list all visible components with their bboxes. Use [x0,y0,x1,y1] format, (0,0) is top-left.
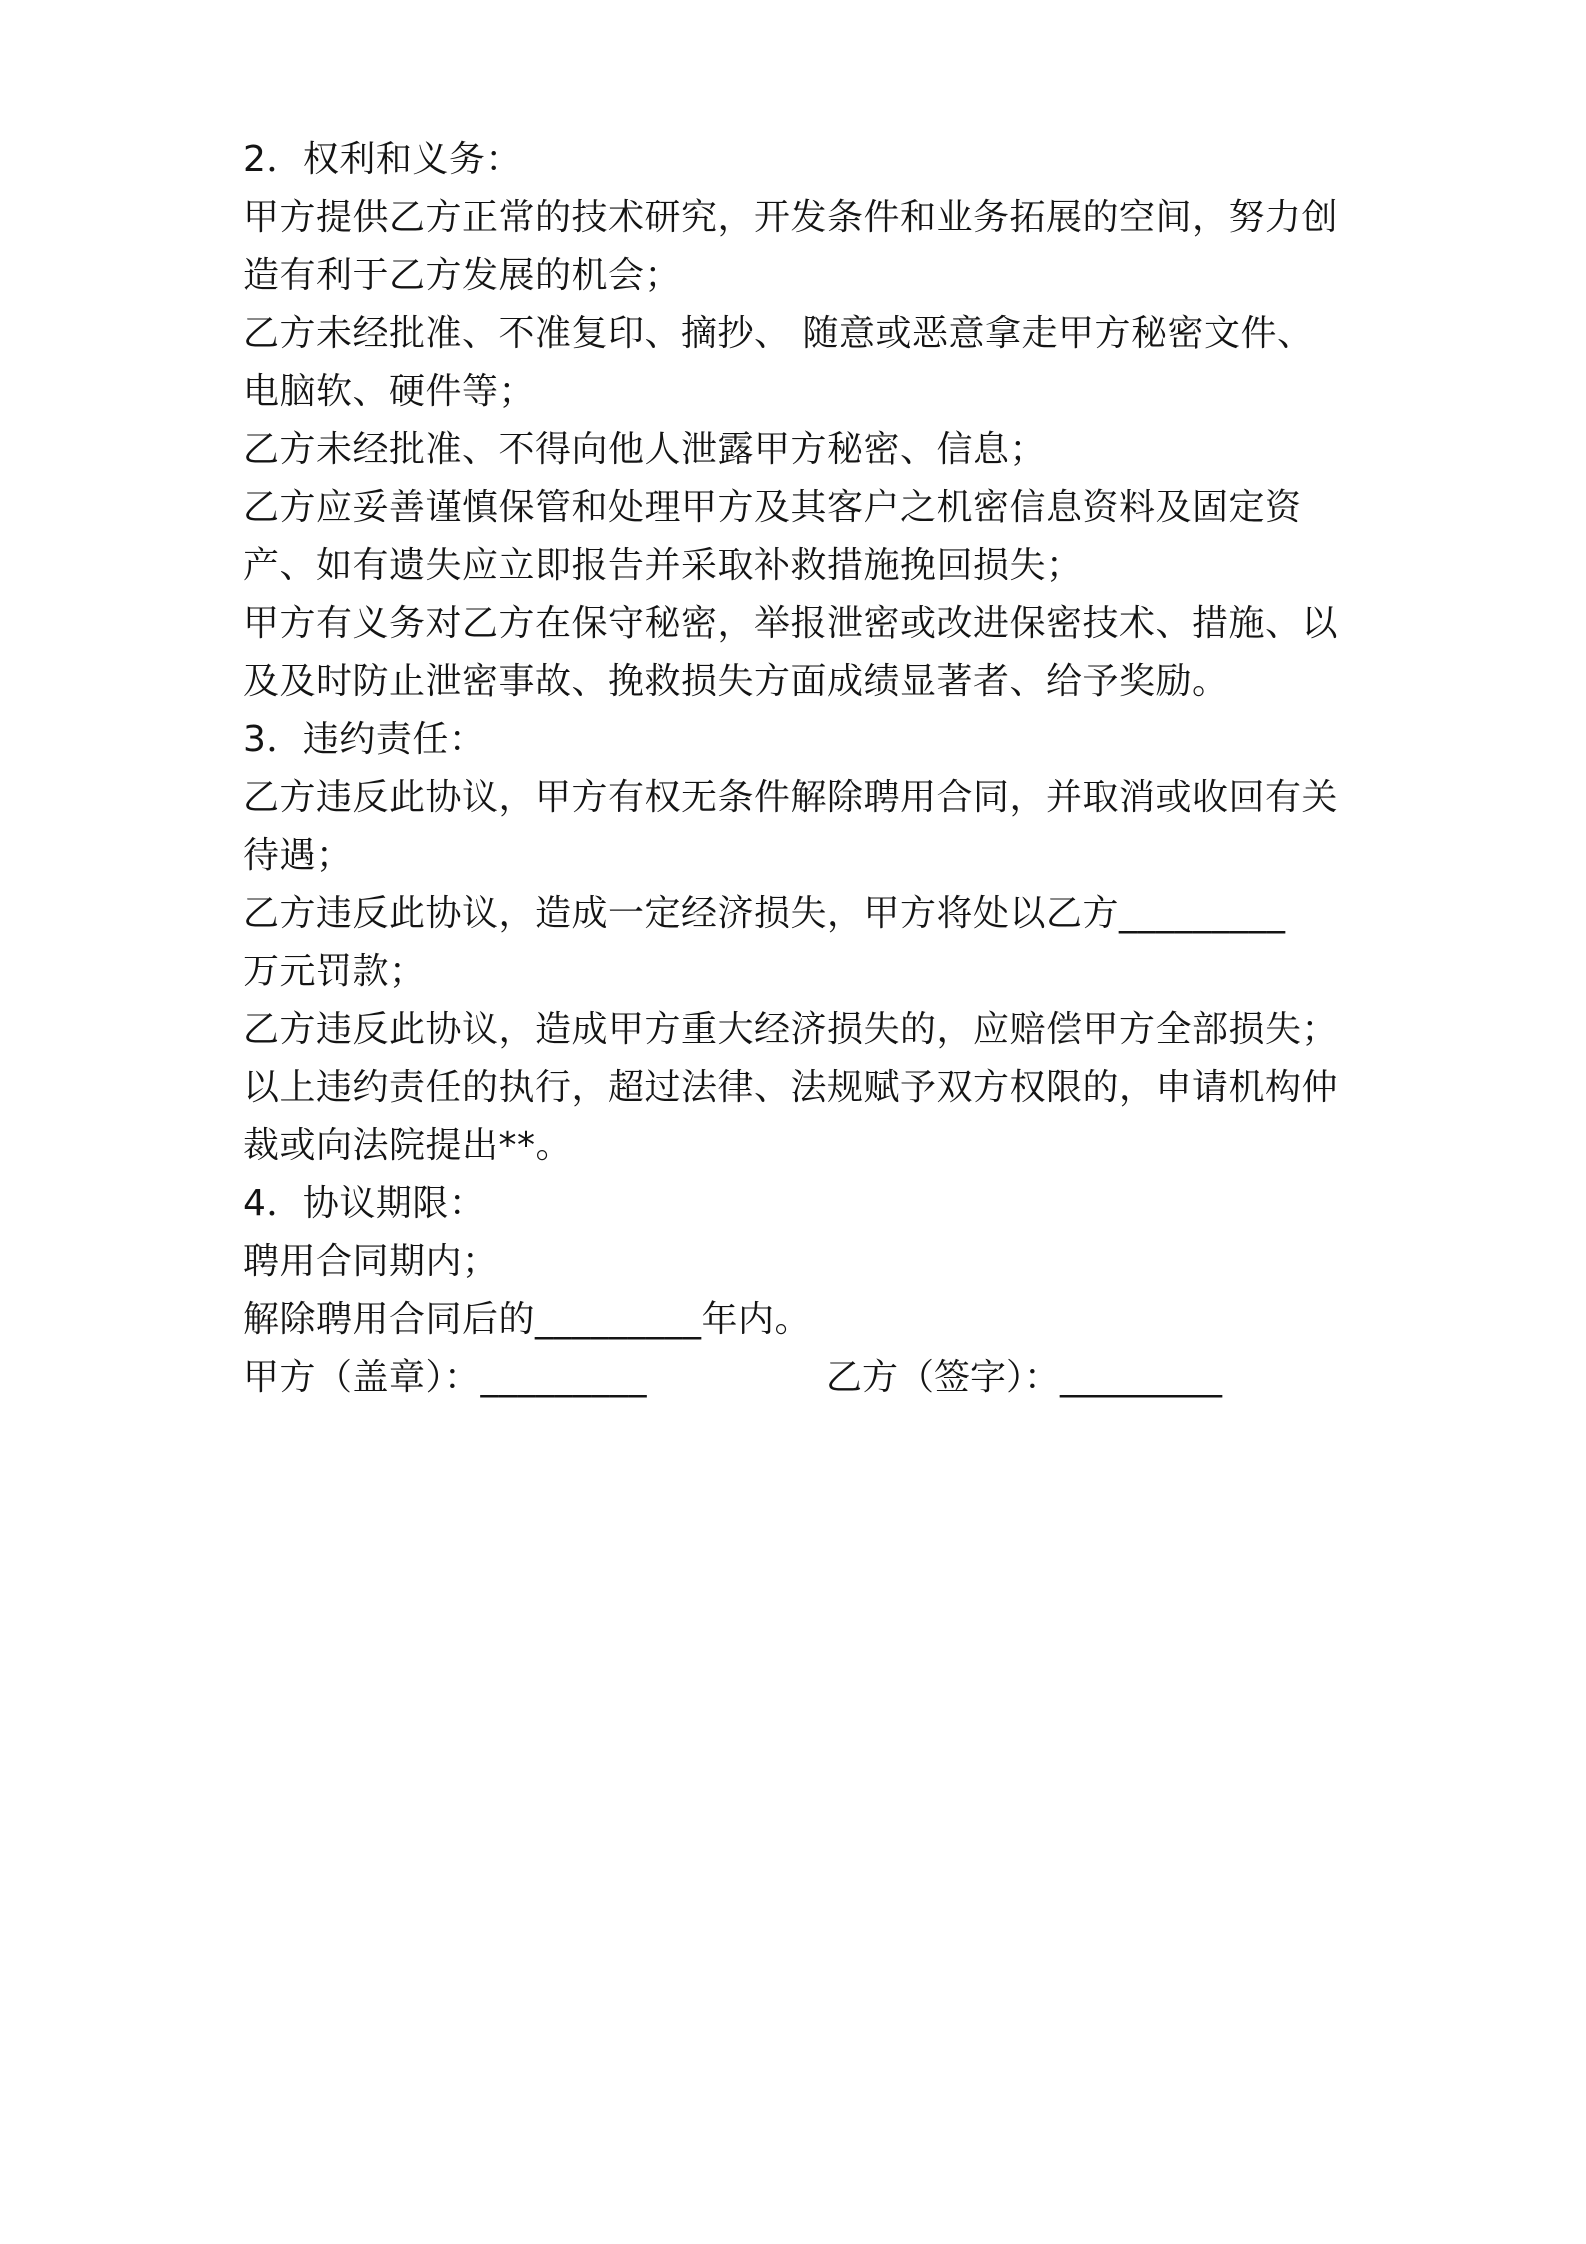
section-3-paragraph-3: 乙方违反此协议，造成甲方重大经济损失的，应赔偿甲方全部损失； [243,1009,1339,1050]
section-3-paragraph-1-line-1: 乙方违反此协议，甲方有权无条件解除聘用合同，并取消或收回有关 [243,777,1339,818]
section-3-paragraph-1-line-2: 待遇； [243,835,353,876]
section-2-paragraph-5-line-2: 及及时防止泄密事故、挽救损失方面成绩显著者、给予奖励。 [243,661,1229,702]
section-2-paragraph-3: 乙方未经批准、不得向他人泄露甲方秘密、信息； [243,429,1047,470]
section-2-heading: 2．权利和义务： [243,139,522,180]
section-2-paragraph-1-line-2: 造有利于乙方发展的机会； [243,255,682,296]
section-4-heading: 4．协议期限： [243,1183,486,1224]
section-2-paragraph-4-line-2: 产、如有遗失应立即报告并采取补救措施挽回损失； [243,545,1083,586]
section-2-paragraph-5-line-1: 甲方有义务对乙方在保守秘密，举报泄密或改进保密技术、措施、以 [243,603,1339,644]
section-4-paragraph-1: 聘用合同期内； [243,1241,499,1282]
section-3-paragraph-4-line-2: 裁或向法院提出**。 [243,1125,573,1166]
party-b-signature-line: 乙方（签字）：_________ [826,1357,1223,1398]
section-2-paragraph-4-line-1: 乙方应妥善谨慎保管和处理甲方及其客户之机密信息资料及固定资 [243,487,1302,528]
party-a-signature-line: 甲方（盖章）：_________ [243,1357,648,1398]
section-2-paragraph-2-line-1: 乙方未经批准、不准复印、摘抄、 随意或恶意拿走甲方秘密文件、 [243,313,1314,354]
section-2-paragraph-2-line-2: 电脑软、硬件等； [243,371,536,412]
section-3-paragraph-4-line-1: 以上违约责任的执行，超过法律、法规赋予双方权限的，申请机构仲 [243,1067,1339,1108]
section-4-paragraph-2: 解除聘用合同后的_________年内。 [243,1299,812,1340]
section-2-paragraph-1-line-1: 甲方提供乙方正常的技术研究，开发条件和业务拓展的空间，努力创 [243,197,1339,238]
section-3-paragraph-2-line-1: 乙方违反此协议，造成一定经济损失，甲方将处以乙方_________ [243,893,1286,934]
section-3-heading: 3．违约责任： [243,719,486,760]
section-3-paragraph-2-line-2: 万元罚款； [243,951,426,992]
